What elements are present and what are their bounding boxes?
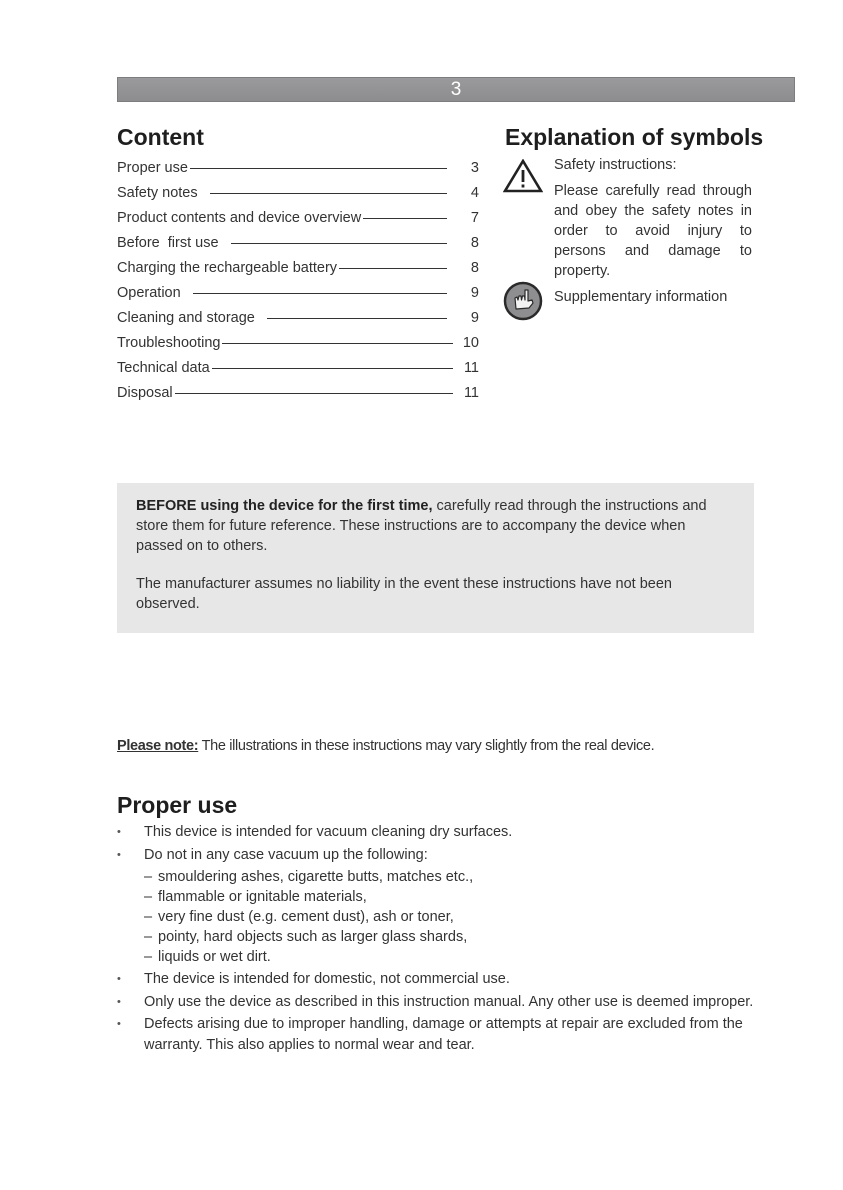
toc-page-number: 8 <box>470 260 479 276</box>
list-item: • The device is intended for domestic, not commercial use. <box>117 969 757 990</box>
list-item: • Only use the device as described in this instruction manual. Any other use is deemed improper. <box>117 992 757 1013</box>
list-item: • Defects arising due to improper handling, damage or attempts at repair are excluded from the warranty. This also applies to normal wear and tear. <box>117 1014 757 1056</box>
notice-paragraph-1 <box>136 496 734 556</box>
toc-leader-line <box>175 393 453 394</box>
toc-label: Operation <box>117 285 181 301</box>
page-number: 3 <box>450 79 462 100</box>
toc-leader-line <box>267 318 447 319</box>
toc-entry[interactable] <box>117 385 479 410</box>
symbol-description: Please carefully read through and obey the safety notes in order to avoid injury to persons and damage to property. <box>554 183 752 279</box>
symbol-safety <box>505 155 752 281</box>
proper-use-heading: Proper use <box>117 792 238 818</box>
symbols-heading: Explanation of symbols <box>505 124 764 150</box>
list-item: • This device is intended for vacuum cleaning dry surfaces. <box>117 822 757 843</box>
symbol-title: Supplementary information <box>554 289 728 305</box>
sub-list-item: – very fine dust (e.g. cement dust), ash or toner, <box>117 907 757 927</box>
toc-page-number: 3 <box>470 160 479 176</box>
toc-page-number: 11 <box>463 385 479 401</box>
pointing-hand-icon <box>503 281 543 327</box>
sub-list-item: – flammable or ignitable materials, <box>117 887 757 907</box>
symbols-explanation <box>505 155 752 307</box>
toc-label: Cleaning and storage <box>117 310 255 326</box>
sub-list-item: – smouldering ashes, cigarette butts, matches etc., <box>117 867 757 887</box>
toc-leader-line <box>339 268 447 269</box>
toc-page-number: 4 <box>470 185 479 201</box>
toc-leader-line <box>212 368 453 369</box>
toc-entry[interactable] <box>117 285 479 310</box>
notice-paragraph-2: The manufacturer assumes no liability in the event these instructions have not been observed. <box>136 576 672 612</box>
toc-entry[interactable] <box>117 310 479 335</box>
toc-label: Before first use <box>117 235 219 251</box>
toc-entry[interactable] <box>117 235 479 260</box>
symbol-supplementary <box>505 287 752 307</box>
toc-label: Product contents and device overview <box>117 210 362 226</box>
warning-triangle-icon <box>503 159 543 199</box>
toc-leader-line <box>210 193 447 194</box>
toc-leader-line <box>222 343 453 344</box>
toc-page-number: 9 <box>470 310 479 326</box>
sub-list-item: – liquids or wet dirt. <box>117 947 757 967</box>
toc-label: Proper use <box>117 160 188 176</box>
notice-bold-lead: BEFORE using the device for the first time, <box>136 498 433 514</box>
toc-page-number: 9 <box>470 285 479 301</box>
toc-leader-line <box>231 243 447 244</box>
please-note <box>117 738 654 754</box>
toc-page-number: 7 <box>470 210 479 226</box>
toc-entry[interactable] <box>117 260 479 285</box>
notice-text: carefully read through the instructions and store them for future reference. These instructions are to accompany the device when passed on to others. <box>136 498 707 554</box>
toc-entry[interactable] <box>117 160 479 185</box>
first-use-notice-box <box>117 483 754 633</box>
sub-list-item: – pointy, hard objects such as larger glass shards, <box>117 927 757 947</box>
symbol-title: Safety instructions: <box>554 157 677 173</box>
toc-leader-line <box>363 218 447 219</box>
please-note-label: Please note: <box>117 738 199 754</box>
table-of-contents <box>117 160 479 410</box>
toc-label: Disposal <box>117 385 173 401</box>
please-note-text: The illustrations in these instructions may vary slightly from the real device. <box>198 738 655 754</box>
toc-page-number: 10 <box>462 335 479 351</box>
toc-entry[interactable] <box>117 360 479 385</box>
toc-entry[interactable] <box>117 335 479 360</box>
toc-label: Technical data <box>117 360 210 376</box>
toc-label: Troubleshooting <box>117 335 221 351</box>
toc-page-number: 11 <box>463 360 479 376</box>
content-heading: Content <box>117 124 204 150</box>
toc-entry[interactable] <box>117 210 479 235</box>
toc-leader-line <box>190 168 447 169</box>
toc-page-number: 8 <box>470 235 479 251</box>
list-item: • Do not in any case vacuum up the following: <box>117 845 757 866</box>
toc-label: Safety notes <box>117 185 198 201</box>
toc-entry[interactable] <box>117 185 479 210</box>
proper-use-list <box>117 822 757 1058</box>
toc-leader-line <box>193 293 447 294</box>
page-header-bar <box>117 77 795 102</box>
toc-label: Charging the rechargeable battery <box>117 260 338 276</box>
